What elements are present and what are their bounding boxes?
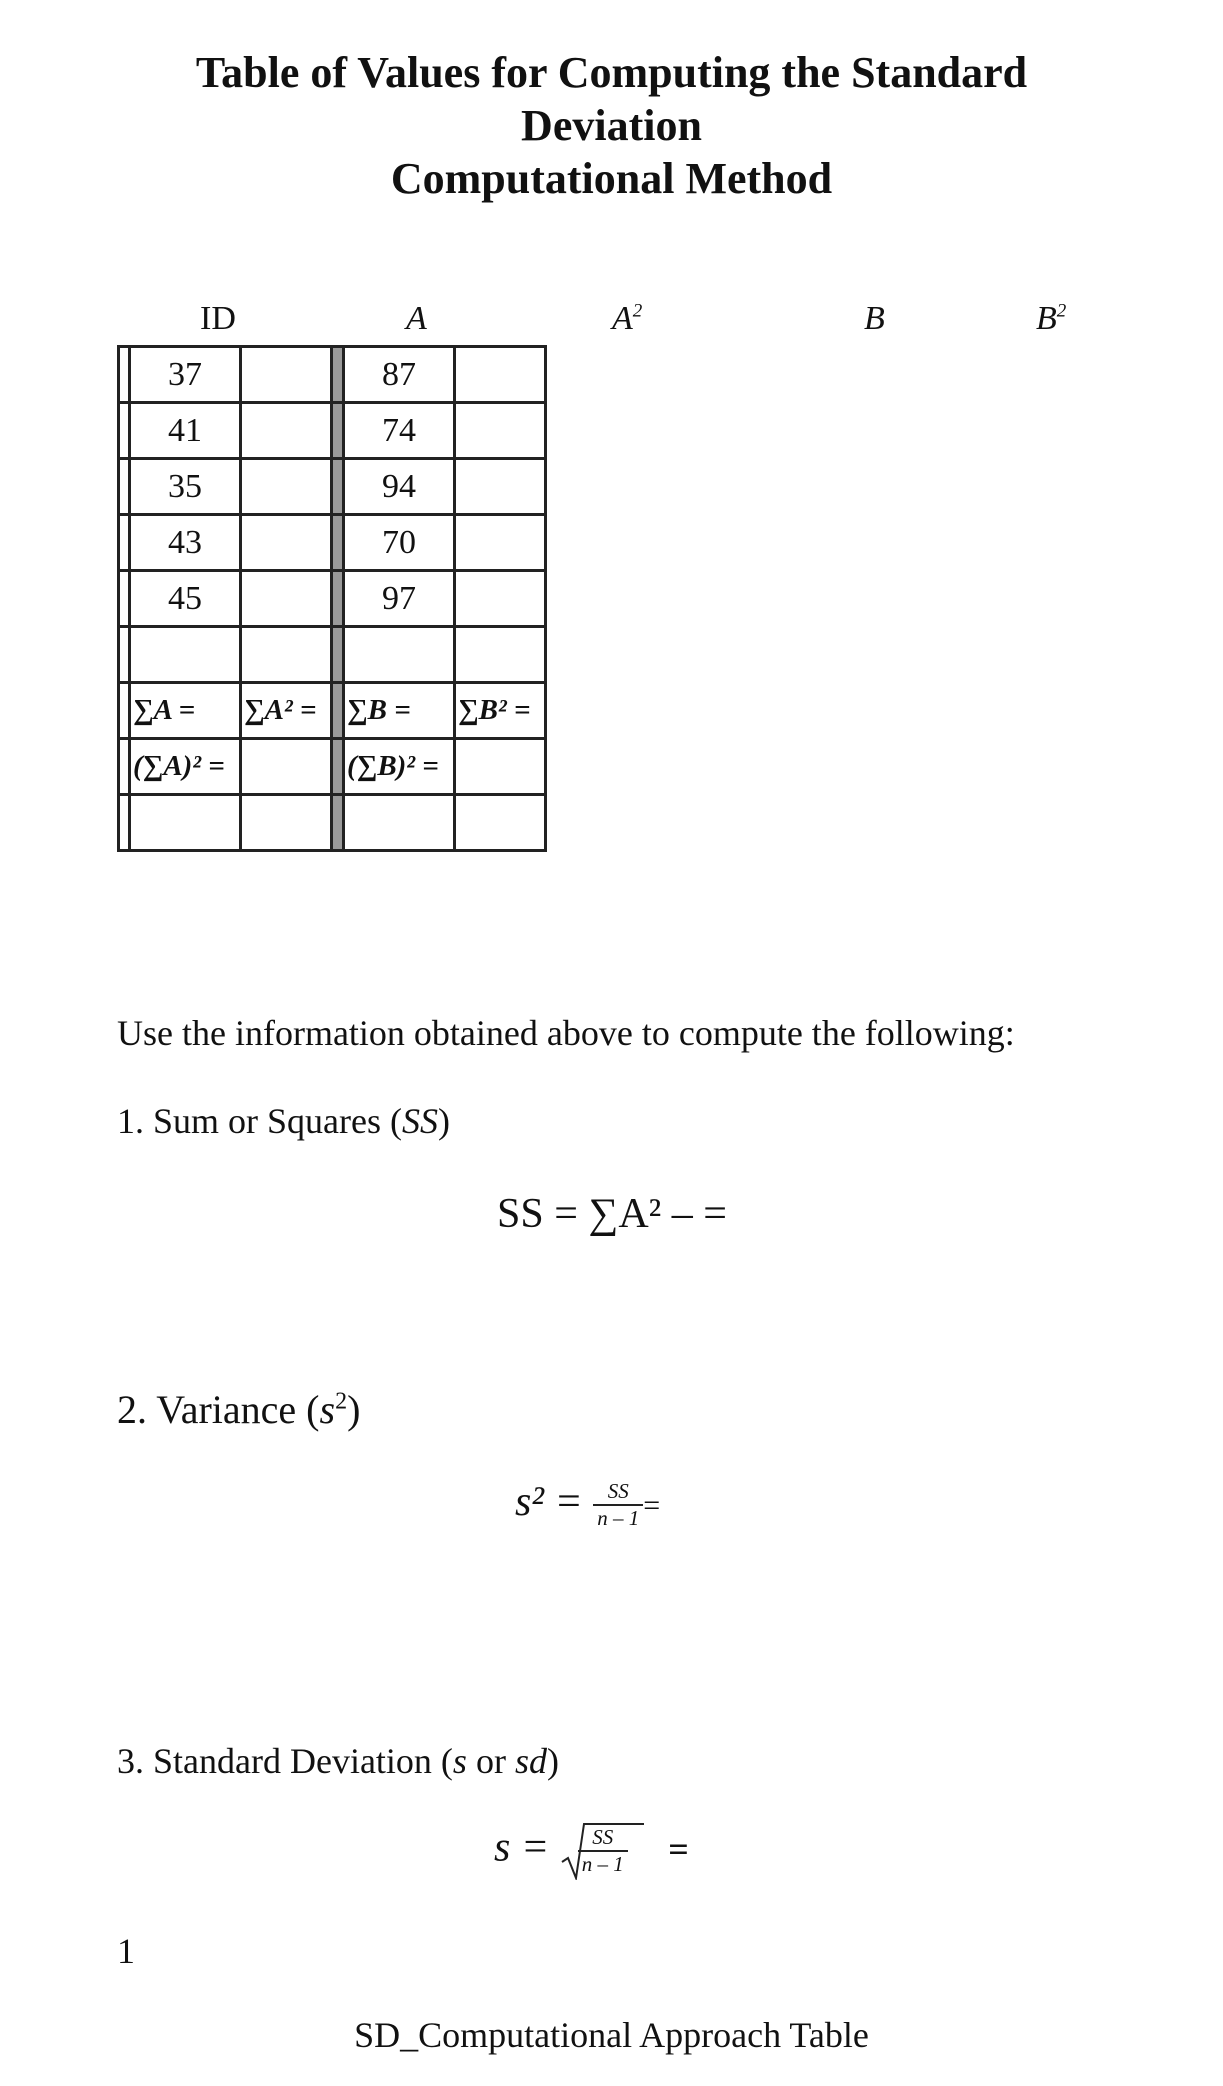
section-3-heading-suffix: ) (546, 1741, 559, 1781)
variance-fraction (593, 1479, 643, 1531)
std-dev-numerator: SS (578, 1825, 628, 1852)
section-2-heading-var: s (319, 1387, 336, 1432)
id-cell: 41 (130, 403, 241, 459)
section-3-heading-var2: sd (514, 1741, 547, 1781)
b-cell (455, 459, 546, 515)
a-value-cell: 70 (344, 515, 455, 571)
a-squared-cell (241, 459, 332, 515)
variance-equation (515, 1478, 660, 1531)
table-row (119, 459, 546, 515)
section-2-heading (117, 1386, 360, 1433)
table-row (119, 571, 546, 627)
table-cell (344, 795, 455, 851)
table-cell (241, 739, 332, 795)
table-row (119, 347, 546, 403)
a-value-cell: 74 (344, 403, 455, 459)
divider-cell (332, 403, 344, 459)
id-cell: 45 (130, 571, 241, 627)
column-header-b-squared (1036, 300, 1066, 338)
a-value-cell: 94 (344, 459, 455, 515)
section-2-heading-exponent: 2 (335, 1388, 348, 1415)
a-squared-cell (241, 403, 332, 459)
a-squared-cell (241, 347, 332, 403)
divider-cell (332, 459, 344, 515)
a-squared-cell (241, 515, 332, 571)
table-cell (119, 515, 130, 571)
table-row (119, 515, 546, 571)
section-1-heading-suffix: ) (437, 1101, 450, 1141)
section-3-heading-or: or (466, 1741, 515, 1781)
column-header-a-squared-exponent: 2 (632, 300, 643, 322)
variance-numerator: SS (593, 1479, 643, 1506)
divider-cell (332, 795, 344, 851)
sum-a-squared-label: ∑A² = (241, 683, 332, 739)
column-header-b-squared-exponent: 2 (1056, 300, 1067, 322)
divider-cell (332, 739, 344, 795)
table-cell (119, 347, 130, 403)
title-line-2: Deviation (521, 101, 702, 150)
b-cell (455, 515, 546, 571)
squared-sum-b-label: (∑B)² = (344, 739, 455, 795)
sums-row (119, 683, 546, 739)
table-cell (119, 627, 130, 683)
title-line-3: Computational Method (390, 154, 833, 203)
std-dev-rhs: = (668, 1828, 689, 1869)
sum-b-squared-label: ∑B² = (455, 683, 546, 739)
sum-b-label: ∑B = (344, 683, 455, 739)
table-cell (455, 627, 546, 683)
table-cell (119, 403, 130, 459)
id-cell: 37 (130, 347, 241, 403)
b-cell (455, 571, 546, 627)
table-cell (119, 571, 130, 627)
a-squared-cell (241, 571, 332, 627)
section-2-heading-suffix: ) (347, 1387, 361, 1432)
document-footer: SD_Computational Approach Table (354, 2015, 869, 2055)
page-number: 1 (117, 1931, 135, 1971)
table-cell (119, 683, 130, 739)
squared-sums-row (119, 739, 546, 795)
squared-sum-a-label: (∑A)² = (130, 739, 241, 795)
divider-cell (332, 683, 344, 739)
variance-rhs: = (643, 1489, 661, 1522)
section-1-heading-var: SS (401, 1101, 438, 1141)
section-2-heading-prefix: 2. Variance ( (117, 1387, 320, 1432)
column-header-b-squared-base: B (1036, 300, 1057, 337)
standard-deviation-equation (494, 1822, 689, 1880)
a-value-cell: 87 (344, 347, 455, 403)
divider-cell (332, 347, 344, 403)
section-1-heading (117, 1100, 450, 1142)
column-header-b: B (864, 300, 885, 337)
table-cell (130, 795, 241, 851)
table-cell (130, 627, 241, 683)
variance-lhs: s² = (515, 1479, 583, 1525)
table-cell (241, 795, 332, 851)
column-header-id: ID (200, 300, 236, 337)
page-title (0, 46, 1223, 205)
table-row (119, 795, 546, 851)
table-row (119, 627, 546, 683)
divider-cell (332, 571, 344, 627)
title-line-1: Table of Values for Computing the Standard (195, 48, 1028, 97)
std-dev-denominator: n – 1 (581, 1852, 624, 1877)
instructions-text: Use the information obtained above to compute the following: (117, 1013, 1015, 1053)
sum-of-squares-equation: SS = ∑A² – = (497, 1191, 727, 1237)
table-row (119, 403, 546, 459)
b-cell (455, 347, 546, 403)
values-table (117, 345, 547, 852)
variance-denominator: n – 1 (597, 1506, 640, 1531)
table-cell (119, 459, 130, 515)
table-cell (119, 739, 130, 795)
column-header-a-squared-base: A (612, 300, 633, 337)
a-value-cell: 97 (344, 571, 455, 627)
b-cell (455, 403, 546, 459)
table-cell (241, 627, 332, 683)
section-3-heading-prefix: 3. Standard Deviation ( (117, 1741, 453, 1781)
divider-cell (332, 515, 344, 571)
column-header-a-squared (612, 300, 642, 338)
table-cell (119, 795, 130, 851)
std-dev-fraction (578, 1825, 628, 1877)
table-cell (455, 739, 546, 795)
table-cell (344, 627, 455, 683)
section-3-heading-var1: s (452, 1741, 467, 1781)
section-1-heading-prefix: 1. Sum or Squares ( (117, 1101, 402, 1141)
std-dev-lhs: s = (494, 1824, 550, 1871)
table-cell (455, 795, 546, 851)
sum-a-label: ∑A = (130, 683, 241, 739)
id-cell: 43 (130, 515, 241, 571)
id-cell: 35 (130, 459, 241, 515)
divider-cell (332, 627, 344, 683)
square-root-symbol (560, 1822, 644, 1880)
column-header-a: A (406, 300, 427, 337)
section-3-heading (117, 1740, 559, 1782)
